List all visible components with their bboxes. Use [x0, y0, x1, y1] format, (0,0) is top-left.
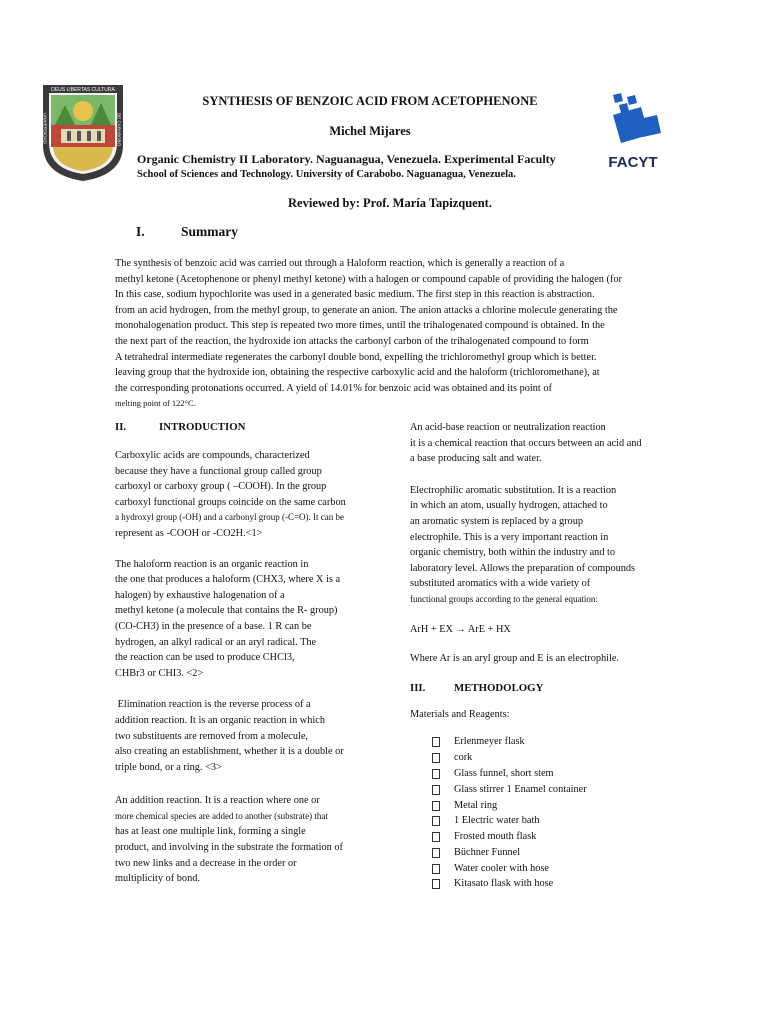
- summary-line: A tetrahedral intermediate regenerates the carbonyl double bond, expelling the trichloromethyl group which is better.: [115, 351, 597, 363]
- text-line: halogen) by exhaustive halogenation of a: [115, 589, 285, 601]
- list-item: [410, 798, 668, 814]
- text-line: multiplicity of bond.: [115, 873, 200, 885]
- paragraph-elimination: [115, 697, 365, 775]
- list-item-label: Frosted mouth flask: [454, 831, 537, 843]
- text-line: a hydroxyl group (-OH) and a carbonyl group (-C=O). It can be: [115, 512, 345, 523]
- paragraph-carboxylic-acids: [115, 448, 365, 542]
- facyt-logo: [603, 93, 663, 173]
- summary-line: methyl ketone (Acetophenone or phenyl methyl ketone) with a halogen or compound capable of providing the halogen (for: [115, 273, 622, 285]
- section-title: Summary: [181, 224, 238, 239]
- section-number: III.: [410, 681, 426, 694]
- list-item-label: 1 Electric water bath: [454, 815, 540, 827]
- text-line: has at least one multiple link, forming a single: [115, 826, 306, 838]
- affiliation-line-2: School of Sciences and Technology. University of Carabobo. Naguanagua, Venezuela.: [137, 169, 516, 180]
- checkbox-icon: [432, 816, 440, 826]
- text-line: electrophile. This is a very important reaction in: [410, 531, 609, 543]
- checkbox-icon: [432, 848, 440, 858]
- summary-line: In this case, sodium hypochlorite was used in a generated basic medium. The first step in this reaction is abstraction.: [115, 289, 595, 301]
- reviewed-by: Reviewed by: Prof. María Tapizquent.: [288, 196, 492, 210]
- list-item-label: Büchner Funnel: [454, 846, 521, 858]
- list-item: [410, 813, 668, 829]
- text-line: carboxyl or carboxy group ( –COOH). In the group: [115, 481, 327, 493]
- section-heading-methodology: [410, 681, 668, 697]
- list-item: [410, 766, 668, 782]
- text-line: The haloform reaction is an organic reaction in: [115, 558, 309, 570]
- list-item-label: Glass stirrer 1 Enamel container: [454, 783, 587, 795]
- list-item-label: Kitasato flask with hose: [454, 878, 554, 890]
- text-line: two substituents are removed from a molecule,: [115, 730, 309, 742]
- text-line: methyl ketone (a molecule that contains the R- group): [115, 605, 338, 617]
- list-item: [410, 782, 668, 798]
- text-line: it is a chemical reaction that occurs between an acid and: [410, 437, 642, 449]
- text-line: substituted aromatics with a wide variety of: [410, 578, 591, 590]
- paragraph-haloform: [115, 557, 365, 682]
- text-line: the reaction can be used to produce CHCl3,: [115, 652, 295, 664]
- text-line: a base producing salt and water.: [410, 453, 542, 465]
- text-line: more chemical species are added to another (substrate) that: [115, 810, 328, 821]
- text-line: laboratory level. Allows the preparation of compounds: [410, 562, 636, 574]
- text-line: product, and involving in the substrate the formation of: [115, 842, 343, 854]
- equation-explanation: Where Ar is an aryl group and E is an electrophile.: [410, 653, 620, 665]
- affiliation-line-1: Organic Chemistry II Laboratory. Naguanagua, Venezuela. Experimental Faculty: [137, 152, 556, 166]
- text-line: because they have a functional group called group: [115, 465, 322, 477]
- list-item: [410, 845, 668, 861]
- checkbox-icon: [432, 832, 440, 842]
- list-item: [410, 876, 668, 892]
- svg-text:UNIVERSIDAD: UNIVERSIDAD: [42, 113, 48, 144]
- materials-list: [410, 734, 668, 892]
- summary-line: from an acid hydrogen, from the methyl group, to generate an anion. The anion attacks a chlorine molecule generating the: [115, 304, 618, 316]
- svg-text:DE CARABOBO: DE CARABOBO: [116, 113, 122, 147]
- text-line: An addition reaction. It is a reaction where one or: [115, 795, 320, 807]
- right-column: [410, 420, 668, 892]
- text-line: An acid-base reaction or neutralization reaction: [410, 422, 606, 433]
- materials-subtitle: Materials and Reagents:: [410, 708, 510, 720]
- text-line: carboxyl functional groups coincide on the same carbon: [115, 496, 346, 508]
- paragraph-electrophilic: [410, 483, 668, 608]
- summary-line: melting point of 122°C.: [115, 398, 196, 409]
- author-name: Michel Mijares: [329, 124, 411, 138]
- text-line: represent as -COOH or -CO2H.<1>: [115, 527, 263, 539]
- text-line: addition reaction. It is an organic reaction in which: [115, 714, 325, 726]
- text-line: hydrogen, an alkyl radical or an aryl radical. The: [115, 636, 317, 648]
- text-line: an aromatic system is replaced by a group: [410, 515, 583, 527]
- list-item-label: Glass funnel, short stem: [454, 767, 554, 779]
- general-equation: ArH + EX → ArE + HX: [410, 623, 511, 635]
- section-title: METHODOLOGY: [454, 681, 544, 694]
- checkbox-icon: [432, 753, 440, 763]
- paper-title: SYNTHESIS OF BENZOIC ACID FROM ACETOPHENONE: [202, 94, 538, 108]
- text-line: two new links and a decrease in the order or: [115, 857, 297, 869]
- summary-body: [115, 256, 662, 412]
- list-item: [410, 750, 668, 766]
- checkbox-icon: [432, 864, 440, 874]
- summary-line: the next part of the reaction, the hydroxide ion attacks the carbonyl carbon of the trihalogenated compound to form: [115, 335, 589, 347]
- left-column: [115, 420, 365, 887]
- affiliation: [137, 152, 577, 182]
- text-line: Elimination reaction is the reverse process of a: [115, 699, 311, 711]
- paragraph-addition: [115, 793, 365, 887]
- text-line: (CO-CH3) in the presence of a base. 1 R can be: [115, 620, 312, 632]
- text-line: CHBr3 or CHI3. <2>: [115, 667, 204, 679]
- list-item: [410, 829, 668, 845]
- text-line: also creating an establishment, whether it is a double or: [115, 746, 344, 758]
- section-number: II.: [115, 421, 127, 433]
- paragraph-acid-base: [410, 420, 668, 467]
- summary-line: The synthesis of benzoic acid was carried out through a Haloform reaction, which is generally a reaction of a: [115, 258, 565, 269]
- text-line: Carboxylic acids are compounds, characterized: [115, 450, 310, 461]
- text-line: functional groups according to the general equation:: [410, 593, 598, 604]
- text-line: Electrophilic aromatic substitution. It is a reaction: [410, 484, 617, 496]
- summary-line: leaving group that the hydroxide ion, obtaining the respective carboxylic acid and the haloform (trichloromethane), at: [115, 367, 600, 379]
- checkbox-icon: [432, 737, 440, 747]
- text-line: triple bond, or a ring. <3>: [115, 761, 222, 773]
- section-number: I.: [136, 224, 145, 239]
- list-item-label: Erlenmeyer flask: [454, 736, 525, 748]
- svg-text:FACYT: FACYT: [608, 154, 658, 171]
- section-heading-introduction: [115, 420, 365, 436]
- checkbox-icon: [432, 769, 440, 779]
- university-seal-logo: [41, 83, 125, 183]
- text-line: the one that produces a haloform (CHX3, where X is a: [115, 574, 341, 586]
- summary-line: the corresponding protonations occurred. A yield of 14.01% for benzoic acid was obtained and its point of: [115, 382, 552, 394]
- list-item-label: cork: [454, 752, 473, 764]
- list-item-label: Metal ring: [454, 799, 498, 811]
- list-item: [410, 861, 668, 877]
- checkbox-icon: [432, 785, 440, 795]
- checkbox-icon: [432, 879, 440, 889]
- section-heading-summary: [136, 224, 238, 240]
- summary-line: monohalogenation product. This step is repeated two more times, until the trihalogenated compound is obtained. In the: [115, 320, 605, 332]
- svg-text:DEUS LIBERTAS CULTURA: DEUS LIBERTAS CULTURA: [51, 87, 115, 93]
- list-item-label: Water cooler with hose: [454, 862, 549, 874]
- section-title: INTRODUCTION: [159, 421, 246, 433]
- checkbox-icon: [432, 801, 440, 811]
- text-line: in which an atom, usually hydrogen, attached to: [410, 500, 608, 512]
- list-item: [410, 734, 668, 750]
- text-line: organic chemistry, both within the industry and to: [410, 547, 616, 559]
